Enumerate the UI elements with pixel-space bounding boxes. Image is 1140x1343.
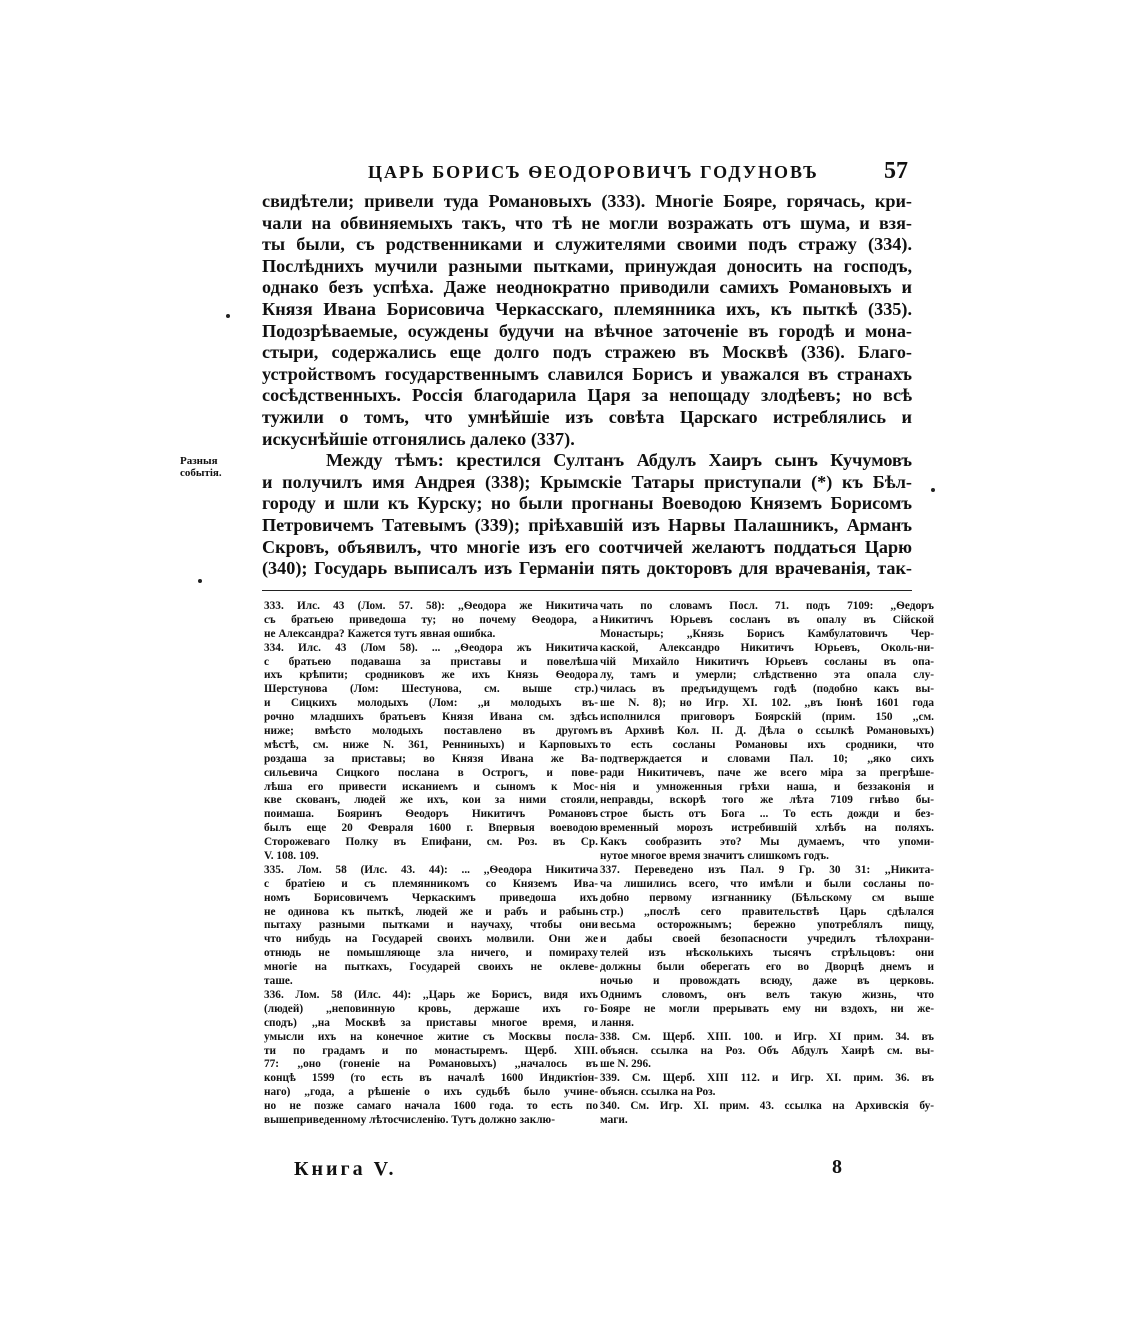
footnotes-left-column [264,600,598,1128]
footnote-line: с братьею подаваша за приставы и повелѣша [264,655,598,668]
footnote-line: кве скованъ, людей же ихъ, кои за ними стояли, [264,794,598,807]
footnote-line: ча лишились всего, что имѣли и были сосланы по- [600,877,934,890]
footnote-line: Сторожеваго Полку въ Епифани, см. Роз. въ Ср. [264,836,598,849]
footnote-line: ти по градамъ и по монастыремъ. Щерб. XIII. [264,1044,598,1057]
footnote-line: лѣша его привести исканиемъ и сыномъ к Мос- [264,780,598,793]
footnote-line: не одинова къ пыткѣ, людей же и рабъ и рабынь [264,905,598,918]
footnote-line: сподъ) ,,на Москвѣ за приставы многое время, и [264,1016,598,1029]
footnote-line: объясн. ссылка на Роз. [600,1086,716,1099]
footnote-line: 336. Лом. 58 (Илс. 44): ,,Царь же Борисъ, видя ихъ [264,988,598,1001]
main-text-line: стыри, содержались еще долго подъ стражею въ Москвѣ (336). Благо- [262,342,912,363]
footnote-line: роздаша за приставы; во Князя Ивана же Ва- [264,752,598,765]
footnote-line: сильевича Сицкого послана в Острогъ, и пове- [264,766,598,779]
footnote-line: номъ Борисовичемъ Черкаскимъ приведоша ихъ [264,891,598,904]
footnote-line: весьма осторожнымъ; бережно употреблялъ пищу, [600,919,934,932]
main-text-line: ты были, съ родственниками и служителями своими подъ стражу (334). [262,234,912,255]
footnote-line: чій Михайло Никитичъ Юрьевъ сосланы въ опа- [600,655,934,668]
footnote-line: 340. См. Игр. XI. прим. 43. ссылка на Архивскія бу- [600,1100,934,1113]
footnote-line: рочно младшихъ братьевъ Князя Ивана см. здѣсь [264,711,598,724]
footnotes-right-column [600,600,934,1128]
footnote-line: 334. Илс. 43 (Лом 58). ... ,,Ѳеодора жъ Никитича [264,641,598,654]
footnote-line: Никитичъ Юрьевъ сосланъ въ опалу въ Сійской [600,613,934,626]
footnote-line: въ Архивѣ Кол. II. Д. Дѣла о ссылкѣ Романовыхъ) [600,725,934,738]
footnote-line: не Александра? Кажется тутъ явная ошибка. [264,627,496,640]
footnote-line: мѣстѣ, см. ниже N. 361, Ренниныхъ) и Карповыхъ [264,738,598,751]
footnote-line: ше N. 8); но Игр. XI. 102. ,,въ Іюнѣ 1601 года [600,697,934,710]
footnote-line: подтверждается и словами Пал. 10; ,,яко сихъ [600,752,934,765]
footnote-line: но не позже самаго начала 1600 года. то есть по [264,1100,598,1113]
footnote-line: неправды, вскорѣ того же лѣта 7109 гнѣво бы- [600,794,934,807]
main-text-line: Подозрѣваемые, осуждены будучи на вѣчное заточеніе въ городѣ и мона- [262,320,912,341]
footnote-line: былъ еще 20 Февраля 1600 г. Впервыя воеводою [264,822,598,835]
footnote-line: каской, Александро Никитичъ Юрьевъ, Околь-ни- [600,641,934,654]
main-text-line: искуснѣйшіе отгонялись далеко (337). [262,428,575,449]
footnote-line: (людей) ,,неповинную кровь, держаше ихъ го- [264,1002,598,1015]
footnote-line: вышеприведенному лѣтосчисленію. Тутъ должно заклю- [264,1113,555,1126]
footnote-line: нутое многое время значитъ слишкомъ годъ. [600,850,829,863]
sheet-number: 8 [832,1156,842,1178]
main-text-line: (340); Государь выписалъ изъ Германіи пять докторовъ для врачеванія, так- [262,558,912,579]
footnote-line: Бояре не могли прерывать ему ни вздохъ, ни же- [600,1002,934,1015]
footnote-line: должны были оберегать его во Дворцѣ днемъ и [600,961,934,974]
footnote-line: Шерстунова (Лом: Шестунова, см. выше стр.) [264,683,598,696]
footnote-line: стр.) ,,послѣ сего правительствѣ Царь сдѣлался [600,905,934,918]
footnote-line: ночью и провождать всюду, даже въ церковь. [600,975,934,988]
footnote-line: лання. [600,1016,634,1029]
main-text-line: чали на обвиняемыхъ такъ, что тѣ не могли возражать отъ шума, и взя- [262,212,912,233]
main-text-line: Между тѣмъ: крестился Султанъ Абдулъ Хаиръ сынъ Кучумовъ [326,450,912,471]
running-header: ЦАРЬ БОРИСЪ ѲЕОДОРОВИЧЪ ГОДУНОВЪ [368,162,819,182]
footnote-line: чать по словамъ Посл. 71. подъ 7109: ,,Ѳедоръ [600,600,934,612]
footnote-line: ради Никитичевъ, паче же всего міра за прегрѣше- [600,766,934,779]
main-text-line: городу и шли къ Курску; но были прогнаны Воеводою Княземъ Борисомъ [262,493,912,514]
footnote-line: нія и умноженныя грѣхи наша, и беззаконія и [600,780,934,793]
main-text-line: устройствомъ государственнымъ славился Борисъ и уважался въ странахъ [262,363,912,384]
footnote-line: съ братьею приведоша ту; но почему Ѳеодора, а [264,613,598,626]
main-text-line: Петровичемъ Татевымъ (339); пріѣхавшій изъ Нарвы Палашникъ, Арманъ [262,514,912,535]
footnote-line: строе бысть отъ Бога ... То есть дожди и без- [600,808,934,821]
footnote-line: что нибудь на Государей своихъ молвили. Они же [264,933,598,946]
footnote-line: многіе на пыткахъ, Государей своихъ не оклеве- [264,961,598,974]
footnote-line: временный морозъ истребившій хлѣбъ на поляхъ. [600,822,934,835]
footnote-line: 339. См. Щерб. XIII 112. и Игр. XI. прим. 36. въ [600,1072,934,1085]
footnote-line: Какъ сообразить это? Мы думаемъ, что упоми- [600,836,934,849]
main-text-line: Князя Ивана Борисовича Черкасскаго, племянника ихъ, къ пыткѣ (335). [262,298,912,319]
page-number: 57 [884,158,908,184]
main-text-line: и получилъ имя Андрея (338); Крымскіе Татары приступали (*) къ Бѣл- [262,471,912,492]
footnote-line: 338. См. Щерб. XIII. 100. и Игр. XI прим. 34. въ [600,1030,934,1043]
margin-note: Разныя событія. [180,455,222,479]
footnote-line: пытаху разными пытками и научаху, чтобы они [264,919,598,932]
footnote-line: лу, тамъ и умерли; слѣдственно эта опала слу- [600,669,934,682]
footnote-line: ихъ крѣпити; сродниковъ же ихъ Князь Ѳеодора [264,669,598,682]
footnote-line: отнюдь не помышляюще зла ничего, и помираху [264,947,598,960]
footnote-line: то есть сосланы Романовы ихъ сродники, что [600,738,934,751]
footnote-line: чилась въ предъидущемъ годѣ (подобно какъ вы- [600,683,934,696]
footnote-divider [262,590,912,591]
footnote-line: 337. Переведено изъ Пал. 9 Гр. 30 31: ,,Никита- [600,863,934,876]
main-text-line: Послѣднихъ мучили разными пытками, принуждая доносить на господъ, [262,255,912,276]
main-text-line: сосѣдственныхъ. Россія благодарила Царя за непощаду злодѣевъ; но всѣ [262,385,912,406]
footnote-line: поимаша. Бояринъ Ѳеодоръ Никитичъ Романовъ [264,808,598,821]
main-text-line: однако безъ успѣха. Даже неоднократно приводили самихъ Романовыхъ и [262,277,912,298]
main-text-line: Скровъ, объявилъ, что многіе изъ его соотчичей желаютъ поддаться Царю [262,536,912,557]
footnote-line: телей изъ нѣсколькихъ тысячъ стрѣльцовъ: они [600,947,934,960]
footnote-line: с братіею и съ племянникомъ со Княземъ Ива- [264,877,598,890]
footnote-line: концѣ 1599 (то есть въ началѣ 1600 Индиктіон- [264,1072,598,1085]
footnote-line: наго) ,,года, а рѣшеніе о ихъ судьбѣ было учине- [264,1086,598,1099]
footnote-line: V. 108. 109. [264,850,319,863]
footnote-line: объясн. ссылка на Роз. Объ Абдулъ Хаирѣ см. вы- [600,1044,934,1057]
print-speck [226,314,230,318]
footnote-line: таше. [264,975,293,988]
footnote-line: 333. Илс. 43 (Лом. 57. 58): ,,Ѳеодора же Никитича [264,600,598,612]
footnote-line: ше N. 296. [600,1058,651,1071]
footnote-line: и дабы своей безопасности учредилъ тѣлохрани- [600,933,934,946]
footnote-line: Однимъ словомъ, онъ велъ такую жизнь, что [600,988,934,1001]
footnote-line: и Сицкихъ молодыхъ (Лом: ,,и молодыхъ въ- [264,697,598,710]
print-speck [198,579,202,583]
footnote-line: ниже; вмѣсто молодыхъ поставлено въ другомъ [264,725,598,738]
footnote-line: Монастырь; ,,Князь Борисъ Камбулатовичъ Чер- [600,627,934,640]
main-text-line: тужили о томъ, что умнѣйшіе изъ совѣта Царскаго истреблялись и [262,406,912,427]
footnote-line: добно первому изгнаннику (Бѣльскому см выше [600,891,934,904]
footnote-line: умысли ихъ на конечное житие съ Москвы посла- [264,1030,598,1043]
footnote-line: 77: ,,оно (гоненіе на Романовыхъ) ,,началось въ [264,1058,598,1071]
signature-line: Книга V. [294,1158,397,1180]
footnote-line: исполнился приговоръ Боярскій (прим. 150 ,,см. [600,711,934,724]
print-speck [931,488,935,492]
main-text-block [262,191,912,580]
main-text-line: свидѣтели; привели туда Романовыхъ (333). Многіе Бояре, горячась, кри- [262,191,912,211]
footnote-line: маги. [600,1113,628,1126]
footnote-line: 335. Лом. 58 (Илс. 43. 44): ... ,,Ѳеодора Никитича [264,863,598,876]
